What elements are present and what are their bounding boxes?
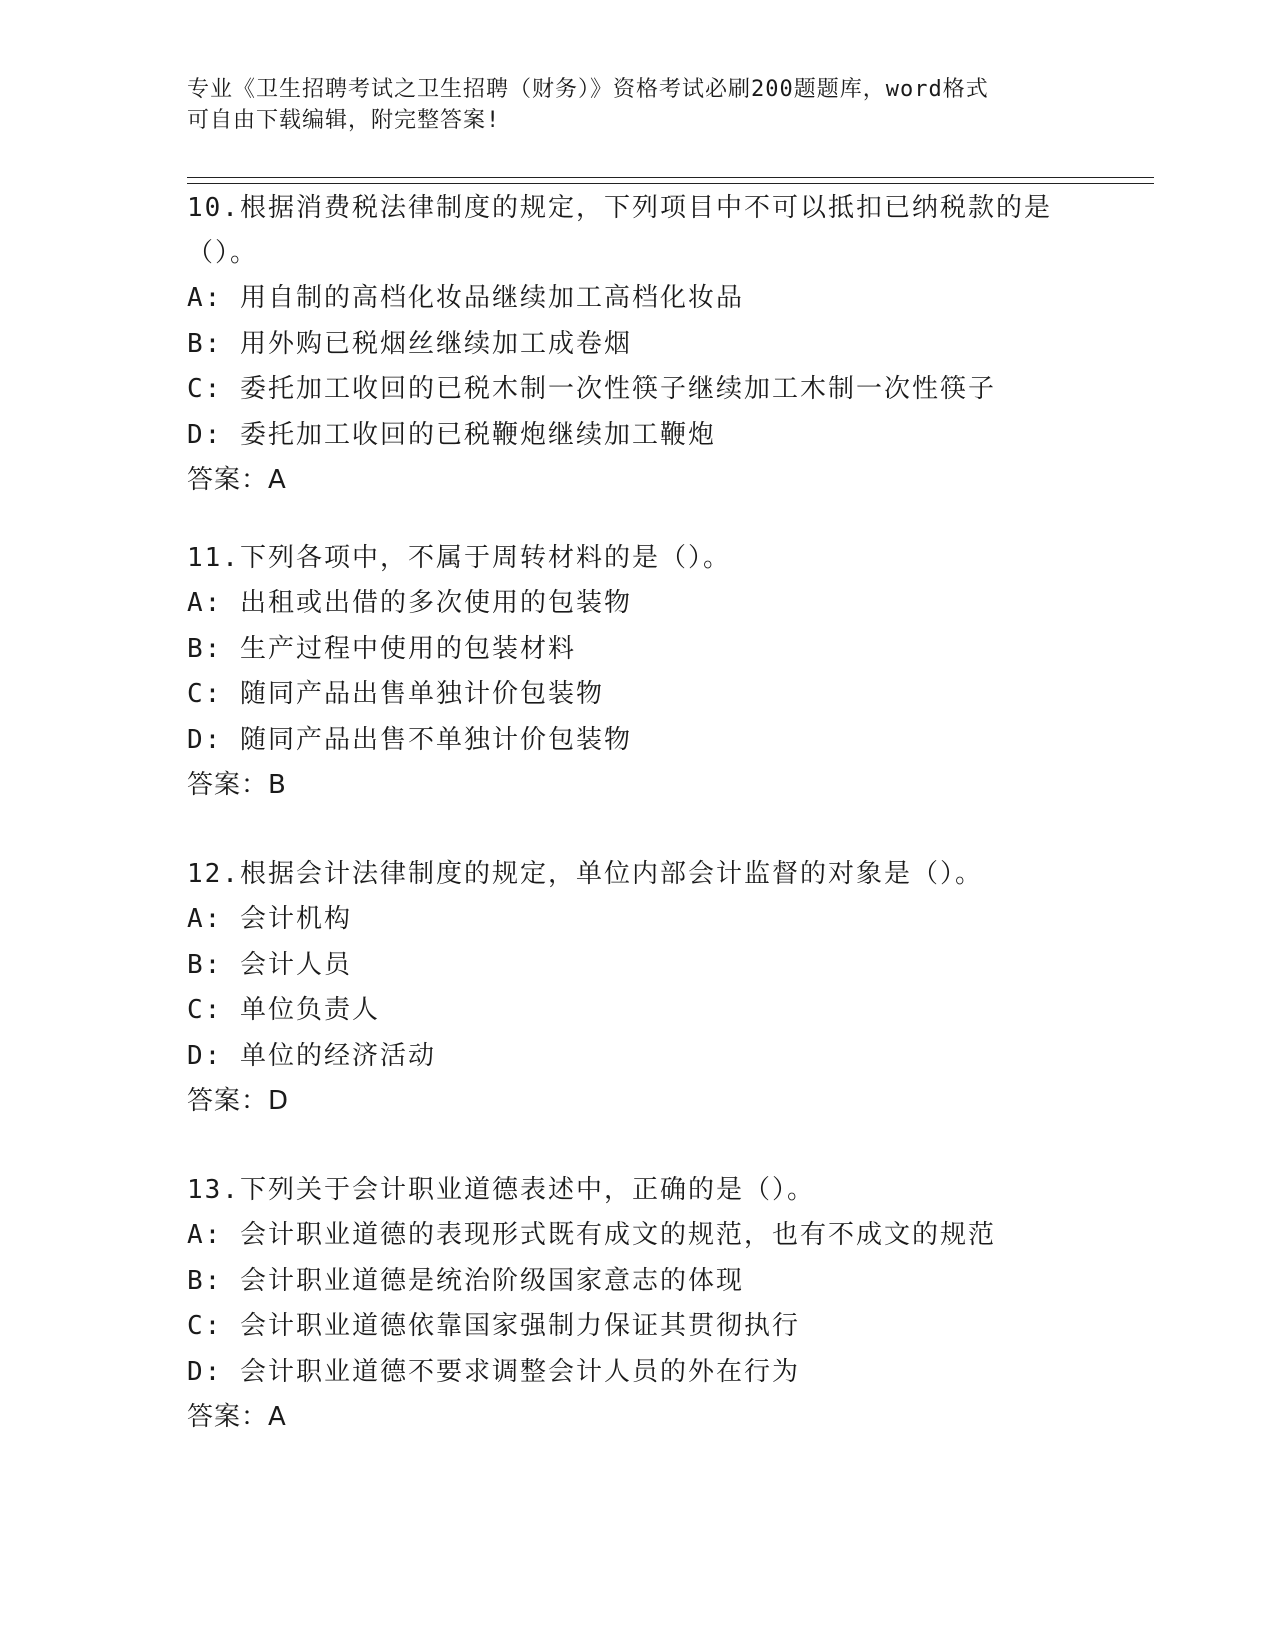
question-title-continued: （）。 — [187, 238, 259, 268]
option-c: C: 委托加工收回的已税木制一次性筷子继续加工木制一次性筷子 — [187, 374, 996, 404]
question-title: 11.下列各项中，不属于周转材料的是（）。 — [187, 543, 731, 573]
question-11 — [187, 536, 1107, 808]
option-d: D: 会计职业道德不要求调整会计人员的外在行为 — [187, 1356, 800, 1387]
option-b: B: 用外购已税烟丝继续加工成卷烟 — [187, 328, 632, 359]
header-line-1: 专业《卫生招聘考试之卫生招聘（财务）》资格考试必刷200题题库，word格式 — [187, 77, 989, 102]
option-c: C: 会计职业道德依靠国家强制力保证其贯彻执行 — [187, 1311, 800, 1341]
option-d: D: 随同产品出售不单独计价包装物 — [187, 724, 632, 755]
option-d: D: 单位的经济活动 — [187, 1040, 436, 1071]
question-13 — [187, 1168, 1107, 1440]
option-a: A: 会计职业道德的表现形式既有成文的规范，也有不成文的规范 — [187, 1220, 996, 1250]
option-a: A: 用自制的高档化妆品继续加工高档化妆品 — [187, 283, 744, 313]
option-c: C: 随同产品出售单独计价包装物 — [187, 679, 604, 709]
answer: 答案：D — [187, 1086, 290, 1116]
option-d: D: 委托加工收回的已税鞭炮继续加工鞭炮 — [187, 419, 716, 450]
option-a: A: 会计机构 — [187, 904, 352, 934]
option-b: B: 生产过程中使用的包装材料 — [187, 633, 576, 664]
document-header — [187, 74, 1087, 136]
question-title: 12.根据会计法律制度的规定，单位内部会计监督的对象是（）。 — [187, 859, 983, 889]
question-title: 10.根据消费税法律制度的规定，下列项目中不可以抵扣已纳税款的是 — [187, 193, 1052, 223]
option-b: B: 会计职业道德是统治阶级国家意志的体现 — [187, 1265, 744, 1296]
header-line-2: 可自由下载编辑，附完整答案! — [187, 108, 501, 133]
question-title: 13.下列关于会计职业道德表述中，正确的是（）。 — [187, 1175, 815, 1205]
header-divider-top — [187, 177, 1154, 178]
answer: 答案：B — [187, 770, 287, 800]
answer: 答案：A — [187, 1402, 287, 1432]
option-b: B: 会计人员 — [187, 949, 352, 980]
answer: 答案：A — [187, 465, 287, 495]
option-c: C: 单位负责人 — [187, 995, 380, 1025]
question-12 — [187, 852, 1107, 1124]
question-10 — [187, 186, 1107, 503]
option-a: A: 出租或出借的多次使用的包装物 — [187, 588, 632, 618]
header-divider-bottom — [187, 183, 1154, 184]
